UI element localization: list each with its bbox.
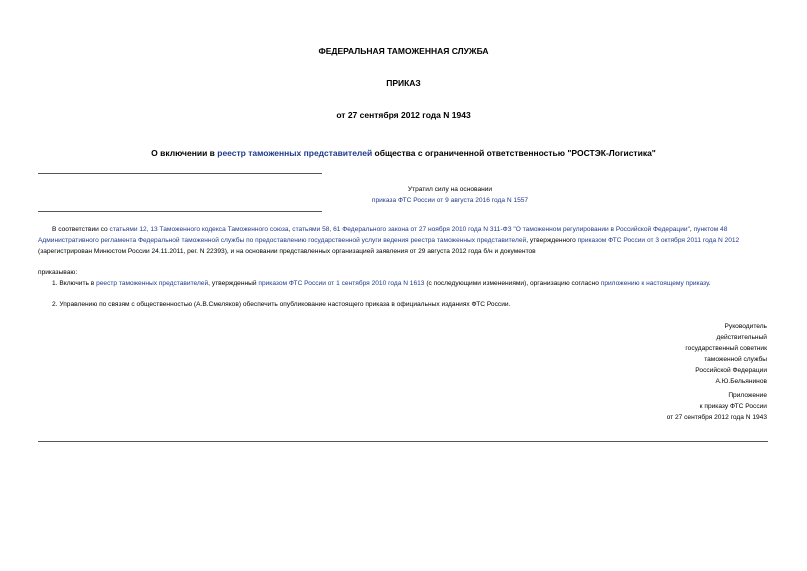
agency-title: ФЕДЕРАЛЬНАЯ ТАМОЖЕННАЯ СЛУЖБА xyxy=(318,46,489,56)
preamble-link-tk-articles[interactable]: статьями 12, 13 Таможенного кодекса Таможенного союза xyxy=(109,226,289,233)
divider-bottom xyxy=(38,211,322,212)
item1-appendix-link[interactable]: приложению к настоящему приказу xyxy=(600,280,709,287)
item-1 xyxy=(52,278,768,289)
doc-date-number: от 27 сентября 2012 года N 1943 xyxy=(336,110,471,120)
doc-type: ПРИКАЗ xyxy=(386,78,421,88)
item1-registry-link[interactable]: реестр таможенных представителей xyxy=(96,280,209,287)
signature-line: государственный советник xyxy=(685,345,767,352)
preamble-text-5: (зарегистрирован Минюстом России 24.11.2011, рег. N 22393), и на основании представленных организацией заявления от 29 августа 2012 года б/н и документов xyxy=(38,248,536,255)
title-post: общества с ограниченной ответственностью "РОСТЭК-Логистика" xyxy=(372,148,656,158)
item1-text-3: (с последующими изменениями), организацию согласно xyxy=(424,280,601,287)
lost-force-note xyxy=(300,184,600,206)
preamble-text-3: , xyxy=(689,226,692,233)
signature-line: Руководитель xyxy=(724,323,767,330)
doc-title xyxy=(0,148,807,158)
signature-line: таможенной службы xyxy=(704,356,767,363)
lost-force-link[interactable]: приказа ФТС России от 9 августа 2016 года N 1557 xyxy=(371,197,529,204)
preamble-link-311fz[interactable]: статьями 58, 61 Федерального закона от 27 ноября 2010 года N 311-ФЗ "О таможенном регулировании в Российской Федерации" xyxy=(292,226,690,233)
signature-line: действительный xyxy=(716,334,767,341)
signature-block xyxy=(685,321,767,387)
item1-text-1: 1. Включить в xyxy=(52,280,97,287)
lost-force-text: Утратил силу на основании xyxy=(407,186,493,193)
appendix-line: от 27 сентября 2012 года N 1943 xyxy=(666,414,767,421)
appendix-line: к приказу ФТС России xyxy=(699,403,767,410)
preamble xyxy=(38,224,768,257)
item1-text-4: . xyxy=(708,280,711,287)
divider-top xyxy=(38,173,322,174)
footer-divider xyxy=(38,441,768,442)
order-word: приказываю: xyxy=(38,269,78,276)
item1-order-1613-link[interactable]: приказом ФТС России от 1 сентября 2010 года N 1613 xyxy=(258,280,425,287)
item-2: 2. Управлению по связям с общественностью (А.В.Смеляков) обеспечить опубликование настоящего приказа в официальных изданиях ФТС России. xyxy=(52,301,511,308)
preamble-text-4: , утвержденного xyxy=(526,237,578,244)
title-registry-link[interactable]: реестр таможенных представителей xyxy=(217,148,373,158)
preamble-text-1: В соответствии со xyxy=(52,226,110,233)
appendix-line: Приложение xyxy=(728,392,767,399)
preamble-link-order-2012[interactable]: приказом ФТС России от 3 октября 2011 года N 2012 xyxy=(577,237,740,244)
title-pre: О включении в xyxy=(151,148,218,158)
item1-text-2: , утвержденный xyxy=(208,280,259,287)
signature-line: А.Ю.Бельянинов xyxy=(715,378,767,385)
preamble-text-2: , xyxy=(288,226,293,233)
preamble-link-reglament[interactable]: пунктом 48 Административного регламента Федеральной таможенной службы по предоставлению государственной услуги ведения реестра таможенных представителей xyxy=(38,226,728,244)
signature-line: Российской Федерации xyxy=(695,367,767,374)
appendix-block xyxy=(667,390,767,423)
